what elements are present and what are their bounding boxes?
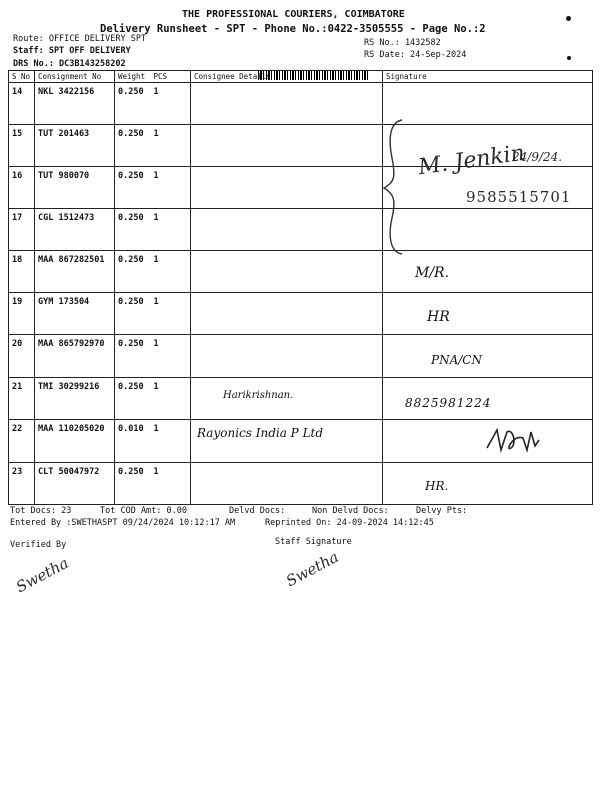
tot-cod-amount: Tot COD Amt: 0.00: [100, 506, 187, 516]
cell-weight: 0.250: [115, 167, 151, 209]
table-row: [9, 293, 593, 335]
cell-pcs: 1: [151, 167, 191, 209]
column-header-weight: Weight: [115, 71, 151, 83]
scribble-signature-icon: [483, 424, 543, 456]
cell-weight: 0.010: [115, 419, 151, 462]
cell-consignment-no: CLT 50047972: [35, 462, 115, 504]
cell-consignee-details: [191, 335, 383, 377]
cell-weight: 0.250: [115, 335, 151, 377]
table-row: [9, 377, 593, 419]
entered-by: Entered By :SWETHASPT 09/24/2024 10:12:17 AM: [10, 518, 236, 528]
table-row: [9, 419, 593, 462]
cell-consignment-no: TMI 30299216: [35, 377, 115, 419]
column-header-consignment: Consignment No: [35, 71, 115, 83]
table-row: [9, 209, 593, 251]
cell-consignee-details: [191, 251, 383, 293]
column-header-pcs: PCS: [151, 71, 191, 83]
cell-consignee-details: Harikrishnan.: [191, 377, 383, 419]
staff-label: Staff: SPT OFF DELIVERY: [13, 46, 131, 56]
table-row: [9, 83, 593, 125]
cell-consignment-no: MAA 110205020: [35, 419, 115, 462]
cell-weight: 0.250: [115, 83, 151, 125]
cell-consignee-details: [191, 125, 383, 167]
cell-pcs: 1: [151, 251, 191, 293]
cell-signature: HR: [383, 293, 593, 335]
handwritten-name: M. Jenkin: [416, 140, 527, 181]
cell-consignment-no: MAA 867282501: [35, 251, 115, 293]
cell-pcs: 1: [151, 293, 191, 335]
column-header-consignee: Consignee Details: [191, 71, 383, 83]
tot-docs: Tot Docs: 23: [10, 506, 72, 516]
cell-sno: 14: [9, 83, 35, 125]
handwritten-phone: 9585515701: [466, 188, 572, 206]
cell-pcs: 1: [151, 419, 191, 462]
cell-consignee-details: Rayonics India P Ltd: [191, 419, 383, 462]
staff-signature: Swetha: [283, 547, 342, 591]
cell-signature: PNA/CN: [383, 335, 593, 377]
cell-sno: 17: [9, 209, 35, 251]
punch-mark-icon: [566, 16, 571, 21]
rs-date: RS Date: 24-Sep-2024: [364, 50, 467, 60]
company-title: THE PROFESSIONAL COURIERS, COIMBATORE: [182, 9, 405, 20]
cell-weight: 0.250: [115, 209, 151, 251]
cell-signature: HR.: [383, 462, 593, 504]
cell-weight: 0.250: [115, 377, 151, 419]
cell-pcs: 1: [151, 83, 191, 125]
cell-sno: 16: [9, 167, 35, 209]
column-header-sno: S No: [9, 71, 35, 83]
table-row: [9, 251, 593, 293]
cell-consignment-no: CGL 1512473: [35, 209, 115, 251]
handwritten-bracket-icon: [380, 118, 420, 258]
staff-signature-label: Staff Signature: [275, 537, 352, 547]
cell-weight: 0.250: [115, 125, 151, 167]
delvy-pts: Delvy Pts:: [416, 506, 468, 516]
cell-consignee-details: [191, 167, 383, 209]
cell-consignment-no: TUT 980070: [35, 167, 115, 209]
cell-consignment-no: MAA 865792970: [35, 335, 115, 377]
cell-consignee-details: [191, 293, 383, 335]
cell-pcs: 1: [151, 209, 191, 251]
drs-number: DRS No.: DC3B143258202: [13, 59, 126, 69]
cell-consignment-no: TUT 201463: [35, 125, 115, 167]
cell-pcs: 1: [151, 335, 191, 377]
runsheet-title: Delivery Runsheet - SPT - Phone No.:0422-3505555 - Page No.:2: [100, 23, 486, 35]
cell-sno: 22: [9, 419, 35, 462]
delvd-docs: Delvd Docs:: [229, 506, 286, 516]
cell-sno: 15: [9, 125, 35, 167]
cell-sno: 20: [9, 335, 35, 377]
cell-pcs: 1: [151, 377, 191, 419]
cell-pcs: 1: [151, 125, 191, 167]
non-delvd-docs: Non Delvd Docs:: [312, 506, 389, 516]
cell-signature: 8825981224: [383, 377, 593, 419]
handwritten-date: 24/9/24.: [512, 150, 563, 164]
cell-signature: [383, 419, 593, 462]
runsheet-table: [8, 70, 593, 505]
table-row: [9, 462, 593, 504]
table-header-row: [9, 71, 593, 83]
route-label: Route: OFFICE DELIVERY SPT: [13, 34, 147, 44]
cell-sno: 18: [9, 251, 35, 293]
cell-weight: 0.250: [115, 293, 151, 335]
reprinted-on: Reprinted On: 24-09-2024 14:12:45: [265, 518, 434, 528]
column-header-signature: Signature: [383, 71, 593, 83]
cell-consignment-no: NKL 3422156: [35, 83, 115, 125]
cell-consignment-no: GYM 173504: [35, 293, 115, 335]
punch-mark-icon: [567, 56, 571, 60]
cell-weight: 0.250: [115, 462, 151, 504]
verified-by-label: Verified By: [10, 540, 67, 550]
verified-signature: Swetha: [13, 553, 72, 597]
cell-sno: 19: [9, 293, 35, 335]
cell-pcs: 1: [151, 462, 191, 504]
cell-sno: 23: [9, 462, 35, 504]
rs-number: RS No.: 1432582: [364, 38, 441, 48]
cell-weight: 0.250: [115, 251, 151, 293]
cell-consignee-details: [191, 209, 383, 251]
cell-sno: 21: [9, 377, 35, 419]
cell-consignee-details: [191, 462, 383, 504]
cell-consignee-details: [191, 83, 383, 125]
cell-signature: M/R.: [383, 251, 593, 293]
table-row: [9, 335, 593, 377]
